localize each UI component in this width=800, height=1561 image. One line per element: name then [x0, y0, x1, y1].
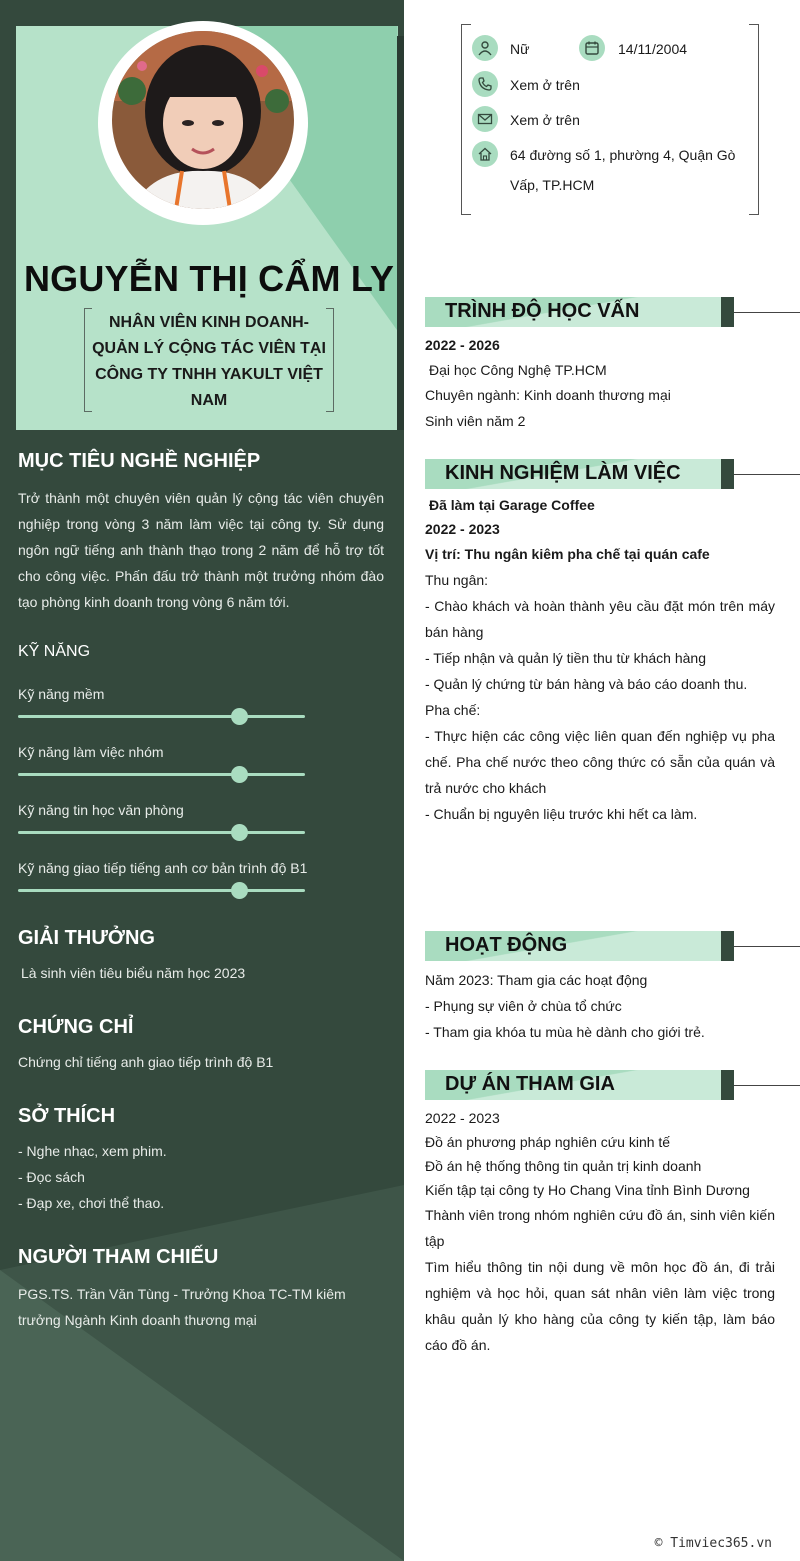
- experience-company: Đã làm tại Garage Coffee: [429, 497, 595, 513]
- address-line-2: Vấp, TP.HCM: [510, 177, 595, 193]
- cashier-label: Thu ngân:: [425, 572, 489, 588]
- hobby-item: - Nghe nhạc, xem phim.: [18, 1143, 167, 1159]
- birthday-value: 14/11/2004: [618, 41, 688, 57]
- skill-track: [18, 715, 305, 718]
- email-value: Xem ở trên: [510, 112, 580, 128]
- projects-period: 2022 - 2023: [425, 1110, 500, 1126]
- barista-item: - Thực hiện các công việc liên quan đến nghiệp vụ pha chế. Pha chế nước theo công thức có sẵn của quán và trả nước cho khách: [425, 728, 775, 796]
- activities-header: [425, 931, 800, 961]
- user-icon: [472, 35, 498, 61]
- references-section: [18, 1246, 388, 1333]
- avatar: [112, 31, 294, 209]
- cashier-item: - Chào khách và hoàn thành yêu cầu đặt món trên máy bán hàng: [425, 598, 775, 640]
- education-major: Chuyên ngành: Kinh doanh thương mại: [425, 387, 671, 403]
- gender-value: Nữ: [510, 41, 530, 57]
- project-item: Đồ án hệ thống thông tin quản trị kinh doanh: [425, 1158, 702, 1174]
- experience-position: Vị trí: Thu ngân kiêm pha chế tại quán cafe: [425, 546, 710, 562]
- job-title: NHÂN VIÊN KINH DOANH- QUẢN LÝ CỘNG TÁC VIÊN TẠI CÔNG TY TNHH YAKULT VIỆT NAM: [92, 314, 326, 409]
- calendar-icon: [579, 35, 605, 61]
- barista-label: Pha chế:: [425, 702, 481, 718]
- skill-level-knob: [231, 824, 248, 841]
- activities-body: [425, 967, 775, 1045]
- hobbies-section: [18, 1105, 384, 1216]
- skill-item: [18, 686, 308, 702]
- job-title-box: [84, 308, 334, 412]
- references-heading: NGƯỜI THAM CHIẾU: [18, 1246, 219, 1268]
- activity-item: - Tham gia khóa tu mùa hè dành cho giới trẻ.: [425, 1024, 705, 1040]
- contact-box: [461, 24, 759, 215]
- projects-header: [425, 1070, 800, 1100]
- hobby-item: - Đọc sách: [18, 1169, 85, 1185]
- skill-label: Kỹ năng tin học văn phòng: [18, 802, 184, 818]
- certificates-text: Chứng chỉ tiếng anh giao tiếp trình độ B1: [18, 1054, 274, 1070]
- objective-section: [18, 450, 384, 615]
- project-item: Đồ án phương pháp nghiên cứu kinh tế: [425, 1134, 671, 1150]
- candidate-name: NGUYỄN THỊ CẨM LY: [23, 258, 395, 299]
- skill-label: Kỹ năng mềm: [18, 686, 105, 702]
- hobbies-heading: SỞ THÍCH: [18, 1105, 116, 1127]
- barista-item: - Chuẩn bị nguyên liệu trước khi hết ca làm.: [425, 806, 698, 822]
- skill-label: Kỹ năng làm việc nhóm: [18, 744, 164, 760]
- awards-text: Là sinh viên tiêu biểu năm học 2023: [21, 965, 246, 981]
- skills-heading: KỸ NĂNG: [18, 643, 91, 660]
- hobby-item: - Đạp xe, chơi thể thao.: [18, 1195, 165, 1211]
- skill-level-knob: [231, 708, 248, 725]
- projects-heading: DỰ ÁN THAM GIA: [445, 1073, 615, 1095]
- activities-heading: HOẠT ĐỘNG: [445, 934, 568, 956]
- address-line-1: 64 đường số 1, phường 4, Quận Gò: [510, 147, 736, 163]
- skill-item: [18, 860, 308, 876]
- experience-period: 2022 - 2023: [425, 521, 500, 537]
- education-period: 2022 - 2026: [425, 337, 500, 353]
- objective-text: Trở thành một chuyên viên quản lý cộng tác viên chuyên nghiệp trong vòng 3 năm làm việc tại công ty. Sử dụng ngôn ngữ tiếng anh thành thạo trong 2 năm để hỗ trợ tốt cho công việc. Phấn đấu trở thành một trưởng nhóm đào tạo phòng kinh doanh trong vòng 6 năm tới.: [18, 490, 384, 610]
- project-item: Kiến tập tại công ty Ho Chang Vina tỉnh Bình Dương: [425, 1182, 750, 1198]
- watermark: © Timviec365.vn: [654, 1536, 772, 1551]
- skill-track: [18, 773, 305, 776]
- awards-heading: GIẢI THƯỞNG: [18, 927, 155, 949]
- experience-header: [425, 459, 800, 489]
- education-body: [425, 332, 775, 434]
- education-year: Sinh viên năm 2: [425, 413, 526, 429]
- activity-item: Năm 2023: Tham gia các hoạt động: [425, 972, 648, 988]
- skill-label: Kỹ năng giao tiếp tiếng anh cơ bản trình độ B1: [18, 860, 308, 876]
- activity-item: - Phụng sự viên ở chùa tổ chức: [425, 998, 622, 1014]
- skill-item: [18, 802, 308, 818]
- experience-body: [425, 493, 775, 827]
- certificates-heading: CHỨNG CHỈ: [18, 1016, 134, 1038]
- projects-body: [425, 1106, 775, 1358]
- objective-heading: MỤC TIÊU NGHỀ NGHIỆP: [18, 450, 261, 472]
- references-text: PGS.TS. Trần Văn Tùng - Trưởng Khoa TC-TM kiêm trưởng Ngành Kinh doanh thương mại: [18, 1286, 346, 1328]
- education-heading: TRÌNH ĐỘ HỌC VẤN: [445, 300, 640, 322]
- certificates-section: [18, 1016, 384, 1075]
- experience-heading: KINH NGHIỆM LÀM VIỆC: [445, 462, 681, 484]
- cashier-item: - Quản lý chứng từ bán hàng và báo cáo doanh thu.: [425, 676, 748, 692]
- phone-icon: [472, 71, 498, 97]
- skill-item: [18, 744, 308, 760]
- email-icon: [472, 106, 498, 132]
- cashier-item: - Tiếp nhận và quản lý tiền thu từ khách hàng: [425, 650, 707, 666]
- skill-track: [18, 831, 305, 834]
- education-header: [425, 297, 800, 327]
- home-icon: [472, 141, 498, 167]
- phone-value: Xem ở trên: [510, 77, 580, 93]
- skill-level-knob: [231, 882, 248, 899]
- awards-section: [18, 927, 384, 986]
- skill-track: [18, 889, 305, 892]
- education-school: Đại học Công Nghệ TP.HCM: [429, 362, 607, 378]
- skill-level-knob: [231, 766, 248, 783]
- project-item: Thành viên trong nhóm nghiên cứu đồ án, sinh viên kiến tập: [425, 1207, 775, 1249]
- project-item: Tìm hiểu thông tin nội dung về môn học đồ án, đi trải nghiệm và học hỏi, quan sát nhân viên làm việc trong khâu quản lý kho hàng của công ty kiến tập, làm báo cáo đồ án.: [425, 1259, 775, 1353]
